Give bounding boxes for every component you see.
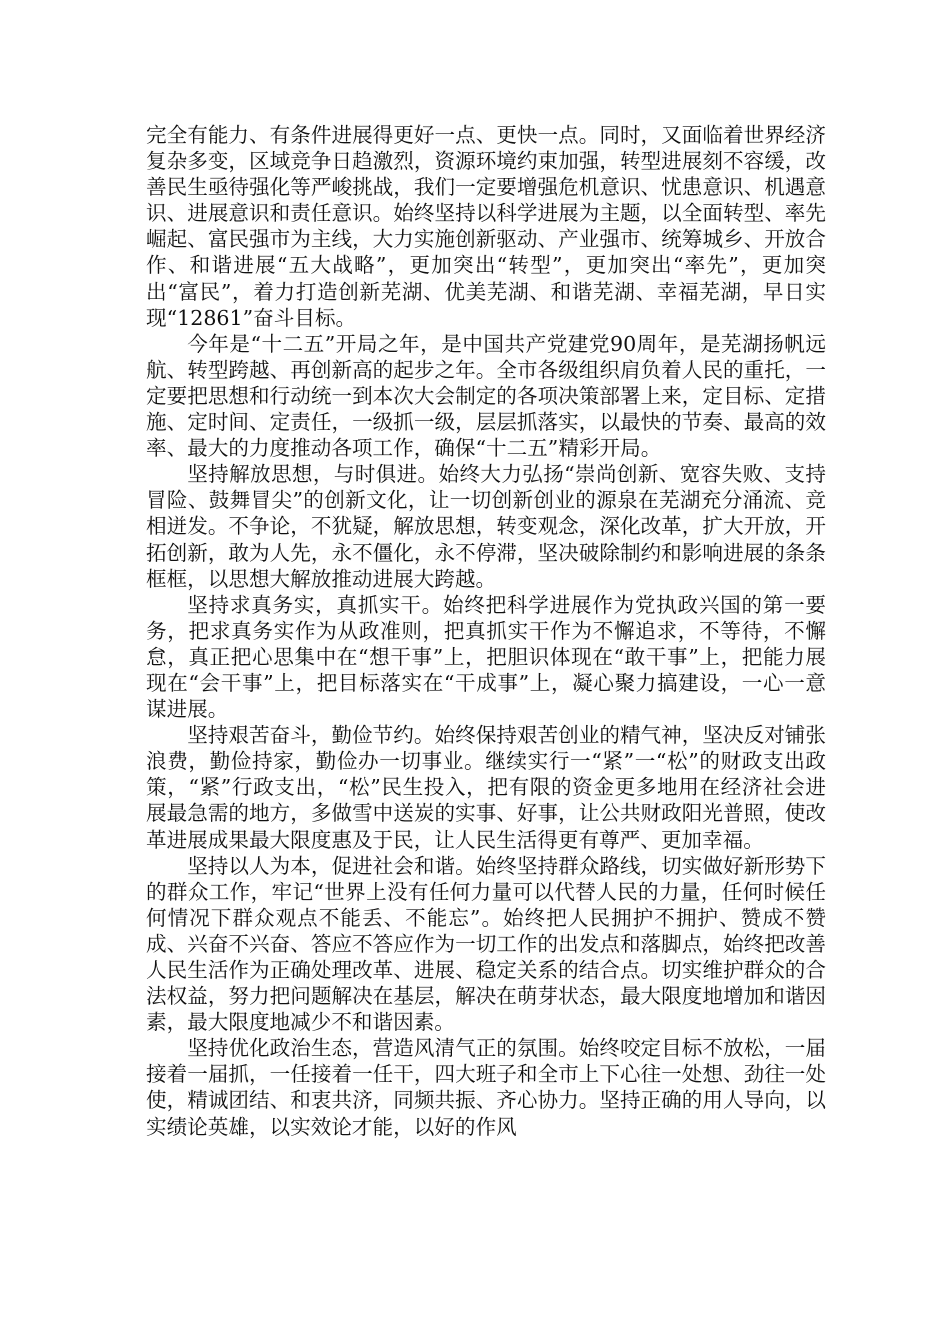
paragraph-4: 坚持求真务实，真抓实干。始终把科学进展作为党执政兴国的第一要务，把求真务实作为从政准则，把真抓实干作为不懈追求，不等待，不懈怠，真正把心思集中在“想干事”上，把胆识体现在“敢干事”上，把能力展现在“会干事”上，把目标落实在“干成事”上，凝心聚力搞建设，一心一意谋进展。 (146, 592, 827, 722)
paragraph-3: 坚持解放思想，与时俱进。始终大力弘扬“崇尚创新、宽容失败、支持冒险、鼓舞冒尖”的创新文化，让一切创新创业的源泉在芜湖充分涌流、竞相迸发。不争论，不犹疑，解放思想，转变观念，深化改革，扩大开放，开拓创新，敢为人先，永不僵化，永不停滞，坚决破除制约和影响进展的条条框框，以思想大解放推动进展大跨越。 (146, 462, 826, 591)
paragraph-7: 坚持优化政治生态，营造风清气正的氛围。始终咬定目标不放松，一届接着一届抓，一任接着一任干，四大班子和全市上下心往一处想、劲往一处使，精诚团结、和衷共济，同频共振、齐心协力。坚持正确的用人导向，以实绩论英雄，以实效论才能，以好的作风 (146, 1036, 826, 1139)
paragraph-2: 今年是“十二五”开局之年，是中国共产党建党90周年，是芜湖扬帆远航、转型跨越、再创新高的起步之年。全市各级组织肩负着人民的重托，一定要把思想和行动统一到本次大会制定的各项决策部署上来，定目标、定措施、定时间、定责任，一级抓一级，层层抓落实，以最快的节奏、最高的效率、最大的力度推动各项工作，确保“十二五”精彩开局。 (146, 331, 826, 461)
paragraph-6: 坚持以人为本，促进社会和谐。始终坚持群众路线，切实做好新形势下的群众工作，牢记“世界上没有任何力量可以代替人民的力量，任何时候任何情况下群众观点不能丢、不能忘”。始终把人民拥护不拥护、赞成不赞成、兴奋不兴奋、答应不答应作为一切工作的出发点和落脚点，始终把改善人民生活作为正确处理改革、进展、稳定关系的结合点。切实维护群众的合法权益，努力把问题解决在基层，解决在萌芽状态，最大限度地增加和谐因素，最大限度地减少不和谐因素。 (146, 853, 826, 1035)
paragraph-1: 完全有能力、有条件进展得更好一点、更快一点。同时，又面临着世界经济复杂多变，区域竞争日趋激烈，资源环境约束加强，转型进展刻不容缓，改善民生亟待强化等严峻挑战，我们一定要增强危机意识、忧患意识、机遇意识、进展意识和责任意识。始终坚持以科学进展为主题，以全面转型、率先崛起、富民强市为主线，大力实施创新驱动、产业强市、统筹城乡、开放合作、和谐进展“五大战略”，更加突出“转型”，更加突出“率先”，更加突出“富民”，着力打造创新芜湖、优美芜湖、和谐芜湖、幸福芜湖，早日实现“12861”奋斗目标。 (146, 123, 826, 330)
paragraph-5: 坚持艰苦奋斗，勤俭节约。始终保持艰苦创业的精气神，坚决反对铺张浪费，勤俭持家，勤俭办一切事业。继续实行一“紧”一“松”的财政支出政策，“紧”行政支出，“松”民生投入，把有限的资金更多地用在经济社会进展最急需的地方，多做雪中送炭的实事、好事，让公共财政阳光普照，使改革进展成果最大限度惠及于民，让人民生活得更有尊严、更加幸福。 (146, 723, 827, 852)
document-body (146, 122, 826, 1140)
